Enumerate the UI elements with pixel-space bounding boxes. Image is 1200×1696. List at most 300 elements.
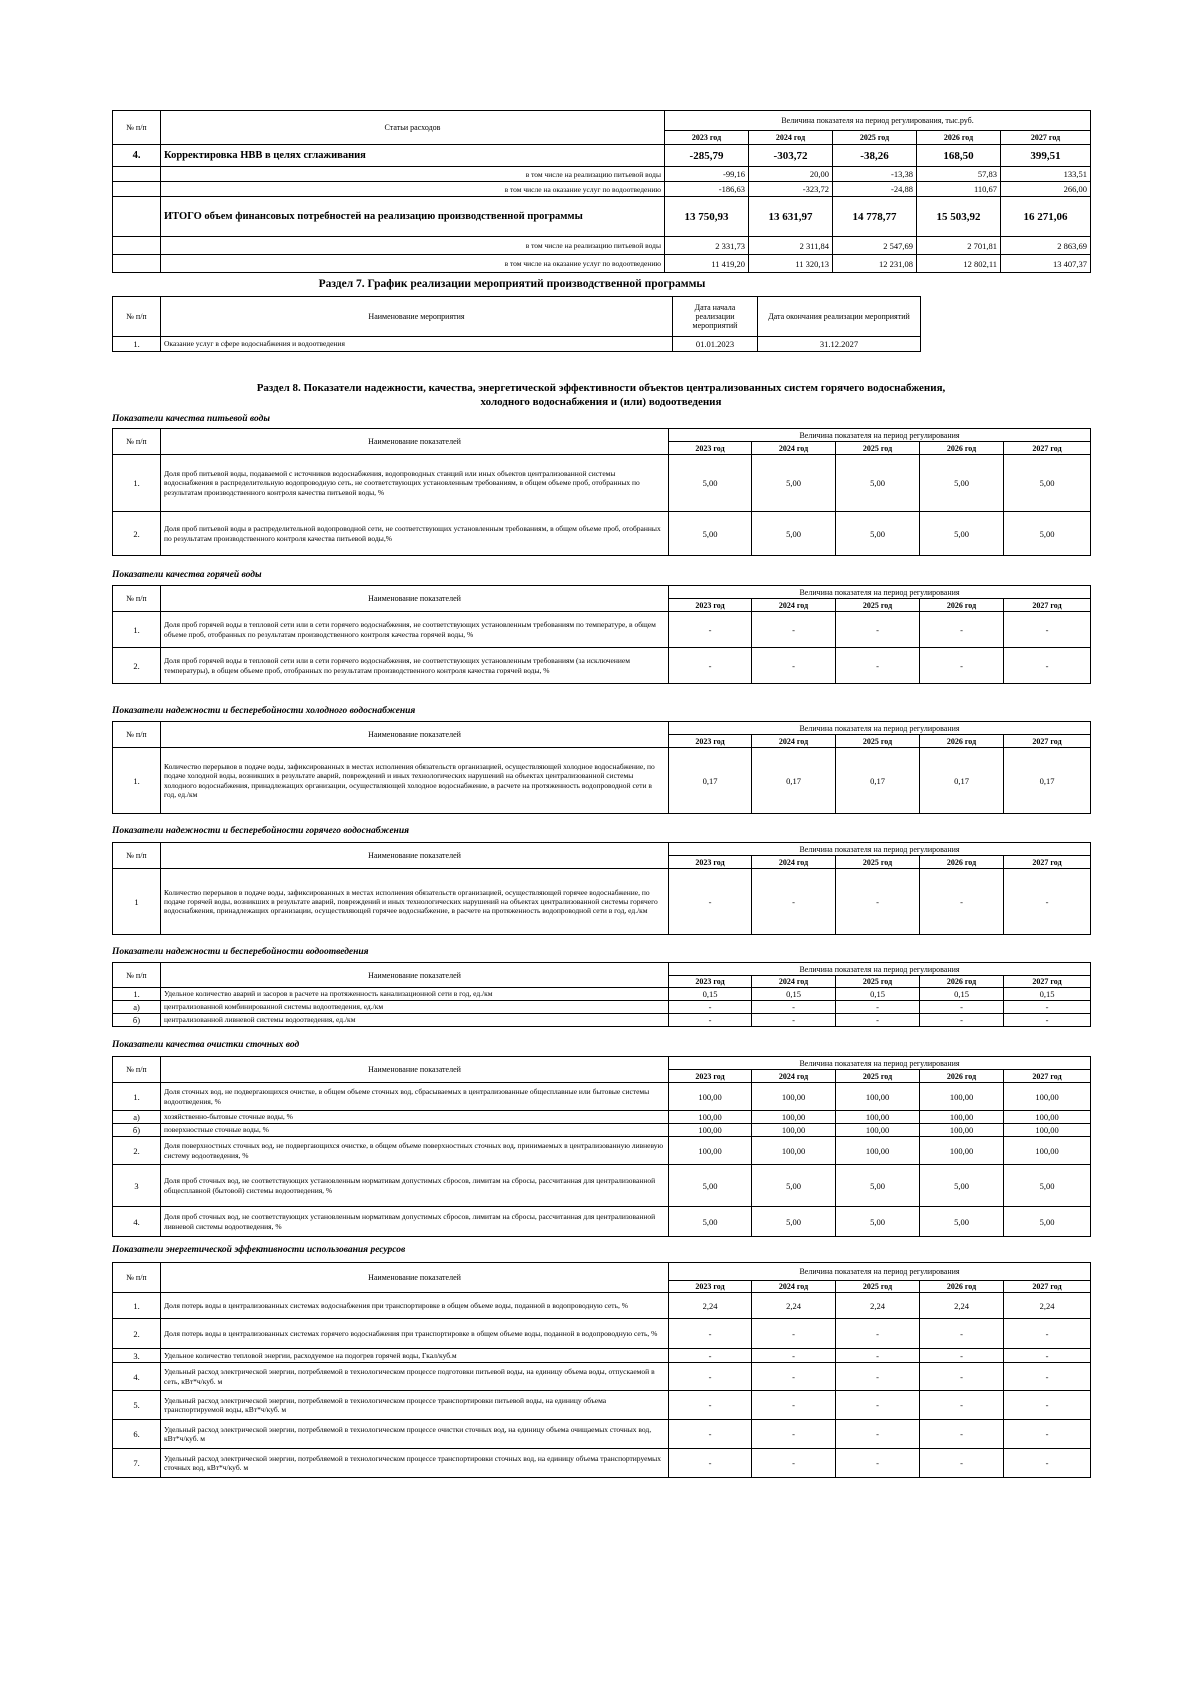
- cell-value: 2 547,69: [833, 237, 917, 255]
- row-name: Доля сточных вод, не подвергающихся очистке, в общем объеме сточных вод, сбрасываемых в централизованные общесплавные или бытовые системы водоотведения, %: [161, 1083, 669, 1111]
- table-row: [113, 1137, 1091, 1165]
- row-name: Количество перерывов в подаче воды, зафиксированных в местах исполнения обязательств организацией, осуществляющей холодное водоснабжение, по подаче холодной воды, возникших в результате аварий, повреждений и иных технологических нарушений на объектах централизованной системы холодного водоснабжения, принадлежащих организации, осуществляющей холодное водоснабжение, в расчете на протяженность водопроводной сети в год, ед./км: [161, 748, 669, 814]
- cell-value: 0,17: [752, 748, 836, 814]
- year-header: 2025 год: [836, 1281, 920, 1293]
- cell-value: -24,88: [833, 182, 917, 197]
- year-header: 2024 год: [752, 976, 836, 988]
- col-name-header: Наименование показателей: [161, 586, 669, 612]
- row-num: 1.: [113, 1083, 161, 1111]
- row-name: Корректировка НВВ в целях сглаживания: [161, 145, 665, 167]
- cell-value: -: [920, 1449, 1004, 1478]
- table-row: [113, 1449, 1091, 1478]
- cell-value: 5,00: [669, 1207, 752, 1237]
- row-name: поверхностные сточные воды, %: [161, 1124, 669, 1137]
- cell-value: -99,16: [665, 167, 749, 182]
- cell-value: 100,00: [752, 1124, 836, 1137]
- cell-value: 168,50: [917, 145, 1001, 167]
- cell-value: 5,00: [1004, 512, 1091, 556]
- cell-value: 5,00: [920, 1207, 1004, 1237]
- cell-value: 100,00: [1004, 1111, 1091, 1124]
- table-row: [113, 612, 1091, 648]
- row-num: 3: [113, 1165, 161, 1207]
- row-name: Удельное количество тепловой энергии, расходуемое на подогрев горячей воды, Гкал/куб.м: [161, 1349, 669, 1363]
- year-header: 2025 год: [836, 856, 920, 869]
- year-header: 2025 год: [833, 131, 917, 145]
- cell-value: -: [752, 869, 836, 935]
- table-row: [113, 1420, 1091, 1449]
- cell-value: -: [752, 1420, 836, 1449]
- col-period-header: Величина показателя на период регулирования, тыс.руб.: [665, 111, 1091, 131]
- row-num: 1.: [113, 748, 161, 814]
- group-title: Показатели надежности и бесперебойности холодного водоснабжения: [112, 706, 416, 716]
- cell-value: 100,00: [920, 1111, 1004, 1124]
- row-name: хозяйственно-бытовые сточные воды, %: [161, 1111, 669, 1124]
- expenses-table: [112, 110, 1091, 273]
- year-header: 2025 год: [836, 599, 920, 612]
- cell-value: -: [836, 1449, 920, 1478]
- cell-value: -: [1004, 1001, 1091, 1014]
- table-row: [113, 1293, 1091, 1319]
- table-row: [113, 1319, 1091, 1349]
- row-name: в том числе на оказание услуг по водоотведению: [161, 255, 665, 273]
- row-name: Доля поверхностных сточных вод, не подвергающихся очистке, в общем объеме поверхностных сточных вод, принимаемых в централизованную ливневую систему водоотведения, %: [161, 1137, 669, 1165]
- row-name: Доля проб питьевой воды, подаваемой с источников водоснабжения, водопроводных станций или иных объектов централизованной системы водоснабжения в распределительную водопроводную сеть, не соответствующих установленным требованиям, в общем объеме проб, отобранных по результатам производственного контроля качества питьевой воды, %: [161, 455, 669, 512]
- cell-value: -: [920, 869, 1004, 935]
- col-num-header: № п/п: [113, 843, 161, 869]
- row-num: 5.: [113, 1391, 161, 1420]
- cell-value: 5,00: [920, 1165, 1004, 1207]
- group-title: Показатели качества горячей воды: [112, 570, 262, 580]
- cell-value: 0,15: [920, 988, 1004, 1001]
- cell-value: -: [752, 1391, 836, 1420]
- cell-value: 2,24: [1004, 1293, 1091, 1319]
- cell-value: -: [1004, 869, 1091, 935]
- year-header: 2026 год: [920, 856, 1004, 869]
- cell-value: 0,17: [1004, 748, 1091, 814]
- cell-value: 2 863,69: [1001, 237, 1091, 255]
- col-num-header: № п/п: [113, 1263, 161, 1293]
- cell-value: -: [1004, 648, 1091, 684]
- cell-value: 20,00: [749, 167, 833, 182]
- cell-value: 5,00: [669, 455, 752, 512]
- cell-value: -: [920, 648, 1004, 684]
- cell-value: -: [836, 1014, 920, 1027]
- col-name-header: Наименование показателей: [161, 963, 669, 988]
- col-period-header: Величина показателя на период регулирования: [669, 963, 1091, 976]
- cell-value: 100,00: [836, 1083, 920, 1111]
- start-date: 01.01.2023: [673, 337, 758, 352]
- row-name: Удельный расход электрической энергии, потребляемой в технологическом процессе очистки сточных вод, на единицу объема очищаемых сточных вод, кВт*ч/куб. м: [161, 1420, 669, 1449]
- indicator-table: [112, 1262, 1091, 1478]
- year-header: 2023 год: [669, 599, 752, 612]
- cell-value: 2,24: [669, 1293, 752, 1319]
- year-header: 2027 год: [1004, 976, 1091, 988]
- cell-value: -: [669, 1001, 752, 1014]
- year-header: 2024 год: [752, 1281, 836, 1293]
- cell-value: 2 701,81: [917, 237, 1001, 255]
- col-num-header: № п/п: [113, 429, 161, 455]
- row-num: б): [113, 1124, 161, 1137]
- group-title: Показатели надежности и бесперебойности горячего водоснабжения: [112, 826, 410, 836]
- cell-value: 2 311,84: [749, 237, 833, 255]
- cell-value: 0,15: [836, 988, 920, 1001]
- cell-value: 100,00: [752, 1137, 836, 1165]
- section-8-title-line1: Раздел 8. Показатели надежности, качества, энергетической эффективности объектов централизованных систем горячего водоснабжения,: [256, 382, 946, 394]
- cell-value: 100,00: [752, 1083, 836, 1111]
- row-num: 1: [113, 869, 161, 935]
- cell-value: 5,00: [836, 1207, 920, 1237]
- cell-value: -: [752, 1001, 836, 1014]
- cell-value: 100,00: [752, 1111, 836, 1124]
- cell-value: -: [669, 1449, 752, 1478]
- table-row: [113, 1083, 1091, 1111]
- row-name: Доля потерь воды в централизованных системах горячего водоснабжения при транспортировке в общем объеме воды, поданной в водопроводную сеть, %: [161, 1319, 669, 1349]
- year-header: 2024 год: [752, 442, 836, 455]
- cell-value: -: [1004, 1449, 1091, 1478]
- cell-value: 15 503,92: [917, 197, 1001, 237]
- row-num: 7.: [113, 1449, 161, 1478]
- cell-value: -: [836, 612, 920, 648]
- cell-value: 57,83: [917, 167, 1001, 182]
- cell-value: -: [920, 1391, 1004, 1420]
- cell-value: -285,79: [665, 145, 749, 167]
- cell-value: 12 802,11: [917, 255, 1001, 273]
- table-row: [113, 1391, 1091, 1420]
- cell-value: 5,00: [752, 455, 836, 512]
- row-name: ИТОГО объем финансовых потребностей на реализацию производственной программы: [161, 197, 665, 237]
- year-header: 2027 год: [1004, 735, 1091, 748]
- cell-value: -: [752, 648, 836, 684]
- cell-value: 100,00: [836, 1137, 920, 1165]
- row-name: Удельный расход электрической энергии, потребляемой в технологическом процессе транспортировки сточных вод, на единицу объема транспортируемых сточных вод, кВт*ч/куб. м: [161, 1449, 669, 1478]
- cell-value: 100,00: [836, 1111, 920, 1124]
- row-name: в том числе на оказание услуг по водоотведению: [161, 182, 665, 197]
- year-header: 2023 год: [669, 976, 752, 988]
- row-num: б): [113, 1014, 161, 1027]
- row-num: 2.: [113, 648, 161, 684]
- indicator-table: [112, 721, 1091, 814]
- row-num: 1.: [113, 1293, 161, 1319]
- cell-value: -: [752, 1319, 836, 1349]
- year-header: 2027 год: [1004, 856, 1091, 869]
- cell-value: 0,17: [920, 748, 1004, 814]
- row-name: Доля проб сточных вод, не соответствующих установленным нормативам допустимых сбросов, лимитам на сбросы, рассчитанная для централизованной общесплавной (бытовой) системы водоотведения, %: [161, 1165, 669, 1207]
- cell-value: 5,00: [1004, 1207, 1091, 1237]
- cell-value: -: [1004, 1014, 1091, 1027]
- year-header: 2027 год: [1004, 599, 1091, 612]
- table-row: [113, 1207, 1091, 1237]
- row-name: Доля проб горячей воды в тепловой сети или в сети горячего водоснабжения, не соответствующих установленным требованиям по температуре, в общем объеме проб, отобранных по результатам производственного контроля качества горячей воды, %: [161, 612, 669, 648]
- cell-value: -: [920, 1420, 1004, 1449]
- year-header: 2025 год: [836, 976, 920, 988]
- col-name-header: Наименование мероприятия: [161, 297, 673, 337]
- cell-value: 5,00: [752, 1165, 836, 1207]
- indicator-table: [112, 428, 1091, 556]
- cell-value: -: [836, 1363, 920, 1391]
- cell-value: 0,17: [669, 748, 752, 814]
- cell-value: 100,00: [1004, 1083, 1091, 1111]
- row-num: 1.: [113, 988, 161, 1001]
- year-header: 2027 год: [1004, 1281, 1091, 1293]
- row-num: а): [113, 1001, 161, 1014]
- cell-value: -: [752, 1014, 836, 1027]
- row-name: Доля проб питьевой воды в распределительной водопроводной сети, не соответствующих установленным требованиям, в общем объеме проб, отобранных по результатам производственного контроля качества питьевой воды,%: [161, 512, 669, 556]
- group-title: Показатели надежности и бесперебойности водоотведения: [112, 947, 369, 957]
- cell-value: 13 407,37: [1001, 255, 1091, 273]
- year-header: 2023 год: [669, 442, 752, 455]
- group-title: Показатели качества питьевой воды: [112, 414, 270, 424]
- row-name: в том числе на реализацию питьевой воды: [161, 167, 665, 182]
- cell-value: -: [836, 1391, 920, 1420]
- cell-value: 0,17: [836, 748, 920, 814]
- cell-value: -: [920, 1319, 1004, 1349]
- year-header: 2023 год: [669, 1070, 752, 1083]
- row-name: Доля проб сточных вод, не соответствующих установленным нормативам допустимых сбросов, лимитам на сбросы, рассчитанная для централизованной ливневой системы водоотведения, %: [161, 1207, 669, 1237]
- row-num: 1.: [113, 337, 161, 352]
- cell-value: -: [752, 612, 836, 648]
- table-row: [113, 748, 1091, 814]
- year-header: 2025 год: [836, 735, 920, 748]
- cell-value: -303,72: [749, 145, 833, 167]
- row-name: Доля потерь воды в централизованных системах водоснабжения при транспортировке в общем объеме воды, поданной в водопроводную сеть, %: [161, 1293, 669, 1319]
- year-header: 2024 год: [752, 599, 836, 612]
- cell-value: -: [669, 612, 752, 648]
- cell-value: -: [669, 1014, 752, 1027]
- cell-value: 5,00: [1004, 455, 1091, 512]
- col-period-header: Величина показателя на период регулирования: [669, 1057, 1091, 1070]
- year-header: 2023 год: [665, 131, 749, 145]
- cell-value: -: [669, 648, 752, 684]
- cell-value: 5,00: [920, 512, 1004, 556]
- cell-value: -38,26: [833, 145, 917, 167]
- row-name: Доля проб горячей воды в тепловой сети или в сети горячего водоснабжения, не соответствующих установленным требованиям (за исключением температуры), в общем объеме проб, отобранных по результатам производственного контроля качества горячей воды, %: [161, 648, 669, 684]
- col-name-header: Наименование показателей: [161, 1263, 669, 1293]
- col-num-header: № п/п: [113, 1057, 161, 1083]
- indicator-table: [112, 1056, 1091, 1237]
- row-name: в том числе на реализацию питьевой воды: [161, 237, 665, 255]
- col-name-header: Наименование показателей: [161, 429, 669, 455]
- table-row: [113, 455, 1091, 512]
- cell-value: -: [920, 1014, 1004, 1027]
- cell-value: 5,00: [836, 1165, 920, 1207]
- schedule-table: [112, 296, 921, 352]
- cell-value: -: [836, 1319, 920, 1349]
- col-period-header: Величина показателя на период регулирования: [669, 722, 1091, 735]
- year-header: 2026 год: [920, 1070, 1004, 1083]
- cell-value: -: [836, 869, 920, 935]
- col-period-header: Величина показателя на период регулирования: [669, 429, 1091, 442]
- row-num: 2.: [113, 512, 161, 556]
- row-num: 2.: [113, 1137, 161, 1165]
- table-row: [113, 1165, 1091, 1207]
- indicator-table: [112, 962, 1091, 1027]
- year-header: 2027 год: [1004, 1070, 1091, 1083]
- table-row: [113, 197, 1091, 237]
- cell-value: -: [1004, 1349, 1091, 1363]
- cell-value: 100,00: [669, 1083, 752, 1111]
- year-header: 2026 год: [920, 599, 1004, 612]
- year-header: 2025 год: [836, 442, 920, 455]
- year-header: 2024 год: [749, 131, 833, 145]
- end-date: 31.12.2027: [758, 337, 921, 352]
- col-end-header: Дата окончания реализации мероприятий: [758, 297, 921, 337]
- table-row: [113, 512, 1091, 556]
- cell-value: 100,00: [920, 1137, 1004, 1165]
- cell-value: 5,00: [752, 512, 836, 556]
- cell-value: 100,00: [669, 1111, 752, 1124]
- section-8-title: [112, 381, 1090, 409]
- cell-value: -13,38: [833, 167, 917, 182]
- cell-value: 14 778,77: [833, 197, 917, 237]
- cell-value: 100,00: [669, 1137, 752, 1165]
- col-start-header: Дата начала реализации мероприятий: [673, 297, 758, 337]
- cell-value: -: [836, 1349, 920, 1363]
- cell-value: -: [920, 1363, 1004, 1391]
- row-name: централизованной ливневой системы водоотведения, ед./км: [161, 1014, 669, 1027]
- table-row: [113, 988, 1091, 1001]
- table-row: [113, 255, 1091, 273]
- cell-value: -: [1004, 1319, 1091, 1349]
- table-row: [113, 237, 1091, 255]
- group-title: Показатели энергетической эффективности использования ресурсов: [112, 1245, 406, 1255]
- table-row: [113, 167, 1091, 182]
- cell-value: 0,15: [752, 988, 836, 1001]
- year-header: 2026 год: [920, 976, 1004, 988]
- table-row: [113, 1111, 1091, 1124]
- row-name: Удельный расход электрической энергии, потребляемой в технологическом процессе транспортировки питьевой воды, на единицу объема транспортируемой воды, кВт*ч/куб. м: [161, 1391, 669, 1420]
- cell-value: 0,15: [669, 988, 752, 1001]
- cell-value: 399,51: [1001, 145, 1091, 167]
- table-row: [113, 869, 1091, 935]
- cell-value: -: [920, 612, 1004, 648]
- cell-value: -: [920, 1001, 1004, 1014]
- cell-value: -: [1004, 1363, 1091, 1391]
- table-row: [113, 145, 1091, 167]
- cell-value: 11 419,20: [665, 255, 749, 273]
- cell-value: -: [836, 1001, 920, 1014]
- year-header: 2025 год: [836, 1070, 920, 1083]
- section-8-title-line2: холодного водоснабжения и (или) водоотведения: [480, 396, 722, 408]
- year-header: 2024 год: [752, 1070, 836, 1083]
- cell-value: 16 271,06: [1001, 197, 1091, 237]
- section-7-title: Раздел 7. График реализации мероприятий производственной программы: [318, 278, 706, 290]
- cell-value: 133,51: [1001, 167, 1091, 182]
- cell-value: -: [920, 1349, 1004, 1363]
- cell-value: 100,00: [669, 1124, 752, 1137]
- cell-value: 2,24: [920, 1293, 1004, 1319]
- row-num: 2.: [113, 1319, 161, 1349]
- year-header: 2026 год: [920, 735, 1004, 748]
- row-num: 3.: [113, 1349, 161, 1363]
- cell-value: -: [836, 1420, 920, 1449]
- cell-value: -: [1004, 1420, 1091, 1449]
- cell-value: -: [669, 869, 752, 935]
- year-header: 2026 год: [917, 131, 1001, 145]
- cell-value: 5,00: [752, 1207, 836, 1237]
- cell-value: 2,24: [752, 1293, 836, 1319]
- row-num: 1.: [113, 455, 161, 512]
- cell-value: -: [752, 1349, 836, 1363]
- cell-value: 110,67: [917, 182, 1001, 197]
- col-num-header: № п/п: [113, 586, 161, 612]
- row-num: 6.: [113, 1420, 161, 1449]
- year-header: 2027 год: [1001, 131, 1091, 145]
- cell-value: -: [669, 1349, 752, 1363]
- indicator-table: [112, 585, 1091, 684]
- cell-value: 0,15: [1004, 988, 1091, 1001]
- year-header: 2027 год: [1004, 442, 1091, 455]
- col-num-header: № п/п: [113, 111, 161, 145]
- row-num: 4.: [113, 145, 161, 167]
- cell-value: 100,00: [920, 1083, 1004, 1111]
- cell-value: -: [669, 1319, 752, 1349]
- year-header: 2024 год: [752, 735, 836, 748]
- table-row: [113, 648, 1091, 684]
- col-num-header: № п/п: [113, 722, 161, 748]
- cell-value: 5,00: [836, 455, 920, 512]
- year-header: 2026 год: [920, 1281, 1004, 1293]
- cell-value: -: [1004, 1391, 1091, 1420]
- cell-value: -186,63: [665, 182, 749, 197]
- cell-value: 266,00: [1001, 182, 1091, 197]
- cell-value: 5,00: [1004, 1165, 1091, 1207]
- row-name: Количество перерывов в подаче воды, зафиксированных в местах исполнения обязательств организацией, осуществляющей горячее водоснабжение, по подаче горячей воды, возникших в результате аварий, повреждений и иных технологических нарушений на объектах централизованной системы горячего водоснабжения, принадлежащих организации, осуществляющей горячее водоснабжение, в расчете на протяженность водопроводной сети в год, ед./км: [161, 869, 669, 935]
- cell-value: 11 320,13: [749, 255, 833, 273]
- row-num: а): [113, 1111, 161, 1124]
- cell-value: 5,00: [669, 1165, 752, 1207]
- cell-value: 100,00: [1004, 1137, 1091, 1165]
- col-name-header: Статьи расходов: [161, 111, 665, 145]
- col-name-header: Наименование показателей: [161, 722, 669, 748]
- cell-value: -: [669, 1391, 752, 1420]
- year-header: 2024 год: [752, 856, 836, 869]
- cell-value: 2 331,73: [665, 237, 749, 255]
- cell-value: 5,00: [836, 512, 920, 556]
- col-name-header: Наименование показателей: [161, 1057, 669, 1083]
- table-row: [113, 1014, 1091, 1027]
- cell-value: 100,00: [1004, 1124, 1091, 1137]
- cell-value: -: [1004, 612, 1091, 648]
- cell-value: 100,00: [836, 1124, 920, 1137]
- cell-value: 13 750,93: [665, 197, 749, 237]
- cell-value: -: [669, 1363, 752, 1391]
- table-row: [113, 1124, 1091, 1137]
- year-header: 2023 год: [669, 735, 752, 748]
- table-row: [113, 1349, 1091, 1363]
- cell-value: -: [669, 1420, 752, 1449]
- year-header: 2023 год: [669, 856, 752, 869]
- cell-value: -: [752, 1363, 836, 1391]
- cell-value: -323,72: [749, 182, 833, 197]
- cell-value: 13 631,97: [749, 197, 833, 237]
- row-num: 1.: [113, 612, 161, 648]
- table-row: [113, 182, 1091, 197]
- cell-value: 12 231,08: [833, 255, 917, 273]
- col-name-header: Наименование показателей: [161, 843, 669, 869]
- group-title: Показатели качества очистки сточных вод: [112, 1040, 300, 1050]
- col-period-header: Величина показателя на период регулирования: [669, 843, 1091, 856]
- table-row: [113, 1001, 1091, 1014]
- col-period-header: Величина показателя на период регулирования: [669, 586, 1091, 599]
- table-row: [113, 337, 921, 352]
- row-num: 4.: [113, 1363, 161, 1391]
- row-name: Удельный расход электрической энергии, потребляемой в технологическом процессе подготовки питьевой воды, на единицу объема воды, отпускаемой в сеть, кВт*ч/куб. м: [161, 1363, 669, 1391]
- cell-value: 2,24: [836, 1293, 920, 1319]
- cell-value: -: [836, 648, 920, 684]
- cell-value: -: [752, 1449, 836, 1478]
- cell-value: 5,00: [669, 512, 752, 556]
- row-num: 4.: [113, 1207, 161, 1237]
